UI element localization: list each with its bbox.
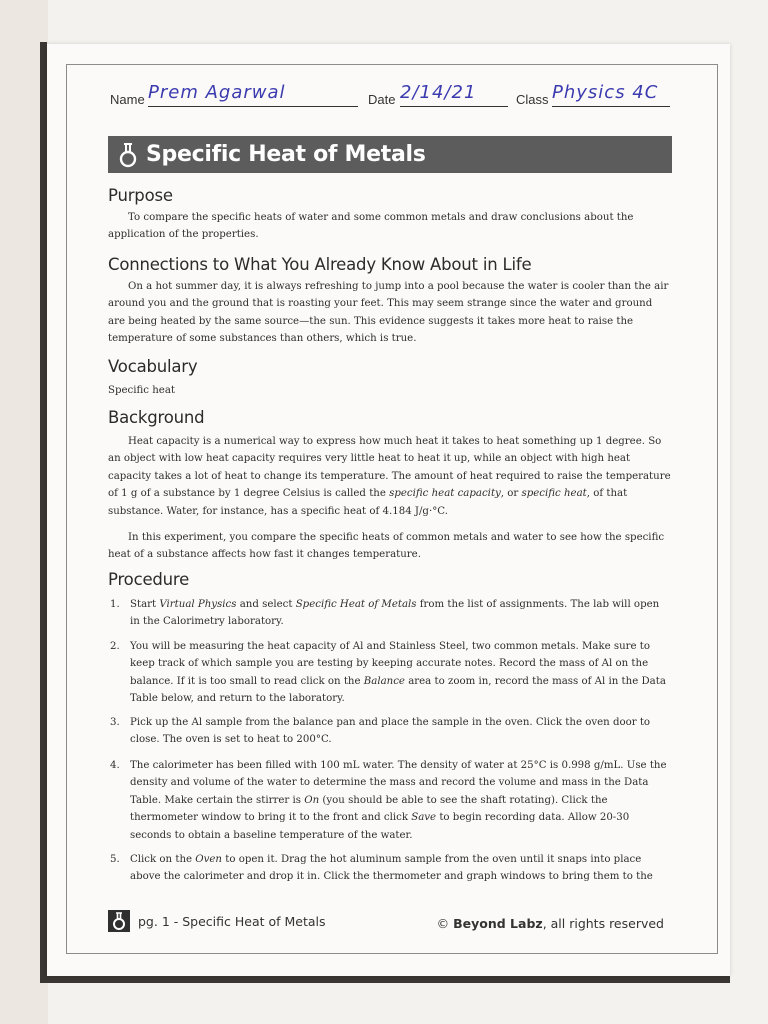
procedure-heading: Procedure (108, 570, 190, 589)
connections-text: On a hot summer day, it is always refreshing to jump into a pool because the water is cooler than the air around you and the ground that is roasting your feet. This may seem strange since the water and ground are being heated by the same source—the sun. This evidence suggests it takes more heat to raise the temperature of some substances than others, which is true. (108, 281, 669, 345)
name-label: Name (110, 92, 145, 107)
flask-icon (108, 910, 130, 932)
background-heading: Background (108, 408, 205, 427)
procedure-step: 5. Click on the Oven to open it. Drag the hot aluminum sample from the oven until it snaps into place above the calorimeter and drop it in. Click the thermometer and graph windows to bring them to the (110, 854, 653, 883)
purpose-text: To compare the specific heats of water and some common metals and draw conclusions about the application of the properties. (108, 212, 634, 241)
background-paragraph-1: Heat capacity is a numerical way to express how much heat it takes to heat something up 1 degree. So an object with low heat capacity requires very little heat to heat it up, while an object with high heat capacity takes a lot of heat to change its temperature. The amount of heat required to raise the temperature of 1 g of a substance by 1 degree Celsius is called the specific heat capacity, or specific heat, of that substance. Water, for instance, has a specific heat of 4.184 J/g·°C. (108, 436, 671, 517)
procedure-step: 2. You will be measuring the heat capacity of Al and Stainless Steel, two common metals. Make sure to keep track of which sample you are testing by keeping accurate notes. Record the mass of Al on the balance. If it is too small to read click on the Balance area to zoom in, record the mass of Al in the Data Table below, and return to the laboratory. (110, 641, 666, 705)
footer-copyright: © Beyond Labz, all rights reserved (436, 916, 664, 931)
binder-spine (40, 42, 47, 977)
student-info-header (110, 82, 670, 108)
name-field[interactable]: Prem Agarwal (148, 82, 358, 107)
background-paragraph-2: In this experiment, you compare the specific heats of common metals and water to see how the specific heat of a substance affects how fast it changes temperature. (108, 532, 665, 561)
date-field[interactable]: 2/14/21 (400, 82, 508, 107)
class-label: Class (516, 92, 549, 107)
date-label: Date (368, 92, 396, 107)
vocabulary-heading: Vocabulary (108, 357, 198, 376)
photo-background-bottom (40, 975, 730, 983)
vocabulary-term: Specific heat (108, 385, 175, 396)
connections-heading: Connections to What You Already Know About in Life (108, 255, 532, 274)
procedure-step: 1. Start Virtual Physics and select Specific Heat of Metals from the list of assignments. The lab will open in the Calorimetry laboratory. (110, 599, 660, 628)
procedure-step: 3. Pick up the Al sample from the balance pan and place the sample in the oven. Click the oven door to close. The oven is set to heat to 200°C. (110, 717, 651, 746)
flask-icon (116, 142, 140, 168)
purpose-heading: Purpose (108, 186, 173, 205)
procedure-step: 4. The calorimeter has been filled with 100 mL water. The density of water at 25°C is 0.998 g/mL. Use the density and volume of the water to determine the mass and record the volume and mass in the Data Table. Make certain the stirrer is On (you should be able to see the shaft rotating). Click the thermometer window to bring it to the front and click Save to begin recording data. Allow 20-30 seconds to obtain a baseline temperature of the water. (110, 760, 667, 841)
class-field[interactable]: Physics 4C (552, 82, 670, 107)
page-title: Specific Heat of Metals (146, 142, 426, 167)
title-banner (108, 136, 672, 173)
page-footer (108, 910, 672, 934)
footer-page-label: pg. 1 - Specific Heat of Metals (138, 914, 326, 929)
